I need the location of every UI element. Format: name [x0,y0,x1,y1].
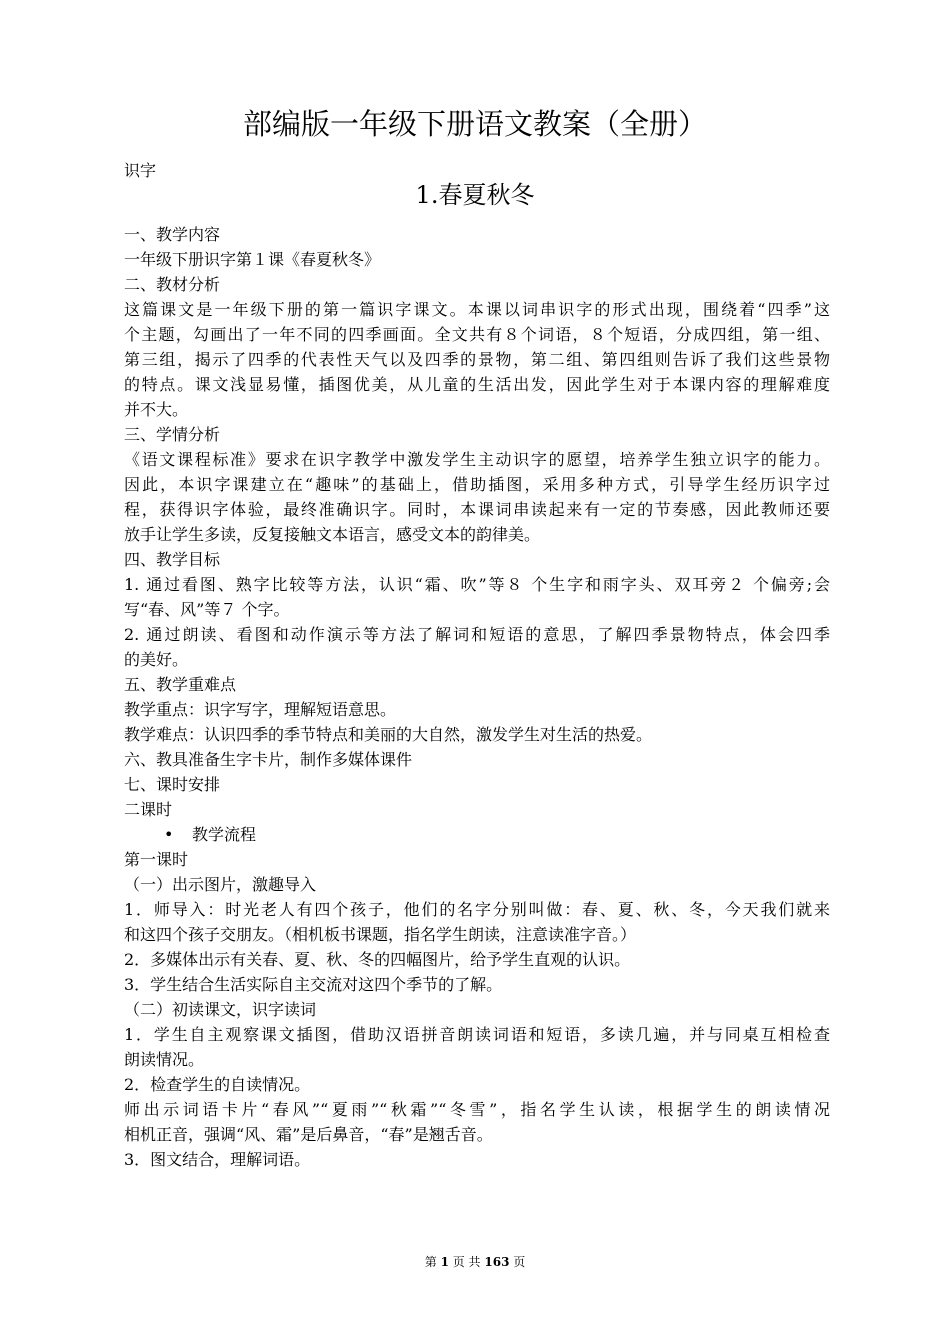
footer-middle: 页 共 [448,1255,485,1269]
paragraph-line: 和这四个孩子交朋友。（相机板书课题，指名学生朗读，注意读准字音。） [124,925,637,944]
paragraph-line: 写“春、风”等７ 个字。 [124,600,290,619]
paragraph-line: 的美好。 [124,650,189,669]
bullet-item-text: 教学流程 [192,825,257,844]
paragraph-line: 3．图文结合，理解词语。 [124,1150,311,1169]
paragraph-line: 《语文课程标准》要求在识字教学中激发学生主动识字的愿望，培养学生独立识字的能力。 [124,450,830,469]
heading-teaching-aids: 六、教具准备生字卡片，制作多媒体课件 [124,750,413,769]
heading-schedule: 七、课时安排 [124,775,221,794]
heading-student-analysis: 三、学情分析 [124,425,221,444]
paragraph-line: 教学难点：认识四季的季节特点和美丽的大自然，激发学生对生活的热爱。 [124,725,653,744]
paragraph-line: 2．多媒体出示有关春、夏、秋、冬的四幅图片，给予学生直观的认识。 [124,950,631,969]
heading-key-difficulties: 五、教学重难点 [124,675,237,694]
paragraph-line: 师出示词语卡片“春风”“夏雨”“秋霜”“冬雪”，指名学生认读，根据学生的朗读情况 [124,1100,830,1119]
paragraph-line: 并不大。 [124,400,189,419]
subheading: （一）出示图片，激趣导入 [124,875,317,894]
paragraph-line: 2. 通过朗读、看图和动作演示等方法了解词和短语的意思，了解四季景物特点，体会四季 [124,625,830,644]
heading-first-lesson: 第一课时 [124,850,189,869]
paragraph-line: 这篇课文是一年级下册的第一篇识字课文。本课以词串识字的形式出现，围绕着“四季”这 [124,300,830,319]
bullet-list-item [124,822,830,847]
paragraph-line: 朗读情况。 [124,1050,205,1069]
heading-teaching-content: 一、教学内容 [124,225,221,244]
paragraph-line: 因此，本识字课建立在“趣味”的基础上，借助插图，采用多种方式，引导学生经历识字过 [124,475,830,494]
footer-total-pages: 163 [484,1255,510,1269]
paragraph-line: 相机正音，强调“风、霜”是后鼻音，“春”是翘舌音。 [124,1125,493,1144]
document-body [124,222,830,1172]
paragraph-line: 的特点。课文浅显易懂，插图优美，从儿童的生活出发，因此学生对于本课内容的理解难度 [124,375,830,394]
bullet-icon: • [164,825,174,844]
paragraph-line: 3．学生结合生活实际自主交流对这四个季节的了解。 [124,975,503,994]
heading-material-analysis: 二、教材分析 [124,275,221,294]
document-title: 部编版一年级下册语文教案（全册） [242,107,707,141]
lesson-title: 1.春夏秋冬 [415,181,535,209]
footer-prefix: 第 [424,1255,441,1269]
paragraph-line: 一年级下册识字第１课《春夏秋冬》 [124,250,381,269]
paragraph-line: 放手让学生多读，反复接触文本语言，感受文本的韵律美。 [124,525,541,544]
section-label: 识字 [124,161,157,180]
paragraph-line: 程，获得识字体验，最终准确识字。同时，本课词串读起来有一定的节奏感，因此教师还要 [124,500,830,519]
paragraph-line: 1．师导入：时光老人有四个孩子，他们的名字分别叫做：春、夏、秋、冬，今天我们就来 [124,900,830,919]
paragraph-line: 第三组，揭示了四季的代表性天气以及四季的景物，第二组、第四组则告诉了我们这些景物 [124,350,830,369]
footer-suffix: 页 [509,1255,526,1269]
paragraph-line: 个主题，勾画出了一年不同的四季画面。全文共有８个词语，８个短语，分成四组，第一组、 [124,325,830,344]
paragraph-line: 二课时 [124,800,173,819]
paragraph-line: 2．检查学生的自读情况。 [124,1075,311,1094]
paragraph-line: 1. 通过看图、熟字比较等方法，认识“霜、吹”等８ 个生字和雨字头、双耳旁２ 个偏旁;会 [124,575,830,594]
subheading: （二）初读课文，识字读词 [124,1000,317,1019]
heading-teaching-goals: 四、教学目标 [124,550,221,569]
paragraph-line: 1．学生自主观察课文插图，借助汉语拼音朗读词语和短语，多读几遍，并与同桌互相检查 [124,1025,830,1044]
footer-page-number: 1 [440,1255,449,1269]
page-footer [0,1253,950,1271]
paragraph-line: 教学重点：识字写字，理解短语意思。 [124,700,397,719]
